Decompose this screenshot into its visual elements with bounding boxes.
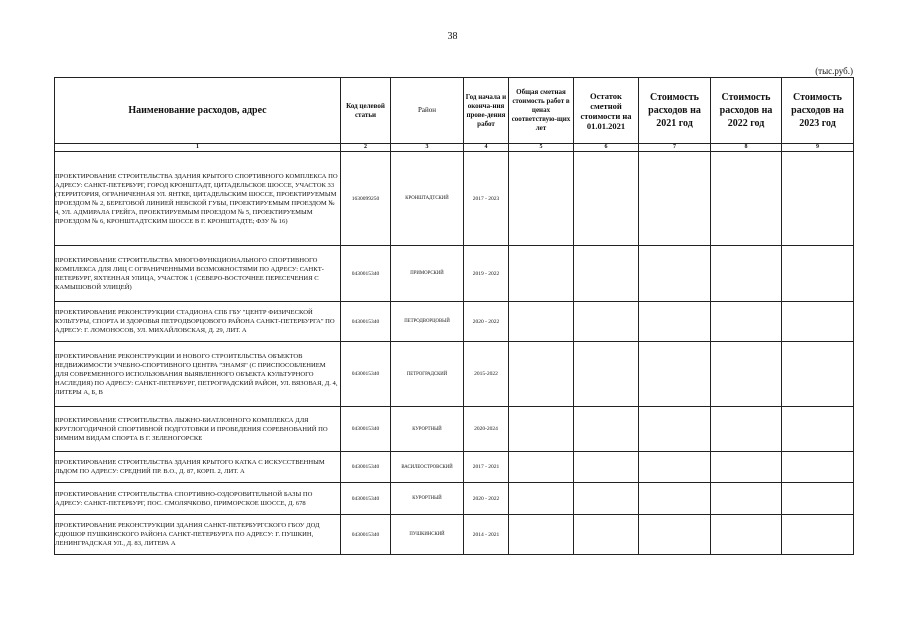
row-cost-2023	[782, 246, 854, 302]
row-total-cost	[509, 452, 574, 483]
row-cost-2021	[639, 515, 711, 555]
row-district: ПУШКИНСКИЙ	[391, 515, 464, 555]
row-cost-2021	[639, 246, 711, 302]
row-cost-2022	[711, 407, 782, 452]
header-period: Год начала и оконча-ния прове-дения работ	[464, 78, 509, 144]
row-code: 0430015340	[341, 452, 391, 483]
header-cost-2021: Стоимость расходов на 2021 год	[639, 78, 711, 144]
table-row	[55, 483, 854, 515]
row-district: КУРОРТНЫЙ	[391, 483, 464, 515]
row-cost-2021	[639, 152, 711, 246]
row-name: ПРОЕКТИРОВАНИЕ СТРОИТЕЛЬСТВА МНОГОФУНКЦИОНАЛЬНОГО СПОРТИВНОГО КОМПЛЕКСА ДЛЯ ЛИЦ С ОГРАНИЧЕННЫМИ ВОЗМОЖНОСТЯМИ ПО АДРЕСУ: САНКТ-ПЕТЕРБУРГ, ЯХТЕННАЯ УЛИЦА, УЧАСТОК 1 (СЕВЕРО-ВОСТОЧНЕЕ ПЕРЕСЕЧЕНИЯ С КАМЫШОВОЙ УЛИЦЕЙ)	[55, 246, 341, 302]
page-number: 38	[447, 31, 458, 42]
row-code: 0430015340	[341, 342, 391, 407]
table-row	[55, 452, 854, 483]
row-name: ПРОЕКТИРОВАНИЕ СТРОИТЕЛЬСТВА ЗДАНИЯ КРЫТОГО СПОРТИВНОГО КОМПЛЕКСА ПО АДРЕСУ: САНКТ-ПЕТЕРБУРГ, ГОРОД КРОНШТАДТ, ЦИТАДЕЛЬСКОЕ ШОССЕ, УЧАСТОК 33 (ТЕРРИТОРИЯ, ОГРАНИЧЕННАЯ УЛ. ЯНТКЕ, ЦИТАДЕЛЬСКИМ ШОССЕ, ПРОЕКТИРУЕМЫМ ПРОЕЗДОМ № 2, БЕРЕГОВОЙ ЛИНИЕЙ НЕВСКОЙ ГУБЫ, ПРОЕКТИРУЕМЫМ ПРОЕЗДОМ № 4, УЛ. АДМИРАЛА ГРЕЙГА, ПРОЕКТИРУЕМЫМ ПРОЕЗДОМ № 5, ПРОЕКТИРУЕМЫМ ПРОЕЗДОМ № 6, КРОНШТАДТСКИМ ШОССЕ В Г. КРОНШТАДТЕ; ФЗУ № 16)	[55, 152, 341, 246]
unit-note: (тыс.руб.)	[815, 66, 853, 76]
column-number: 7	[639, 144, 711, 152]
header-total-cost: Общая сметная стоимость работ в ценах соответствую-щих лет	[509, 78, 574, 144]
row-period: 2017 - 2023	[464, 152, 509, 246]
row-period: 2015-2022	[464, 342, 509, 407]
header-row	[55, 78, 854, 144]
row-cost-2023	[782, 452, 854, 483]
row-period: 2014 - 2021	[464, 515, 509, 555]
header-district: Район	[391, 78, 464, 144]
table-row	[55, 342, 854, 407]
row-district: ПЕТРОДВОРЦОВЫЙ	[391, 302, 464, 342]
row-total-cost	[509, 515, 574, 555]
row-remainder	[574, 483, 639, 515]
row-remainder	[574, 302, 639, 342]
column-number: 6	[574, 144, 639, 152]
row-code: 0430015340	[341, 302, 391, 342]
column-number: 9	[782, 144, 854, 152]
row-remainder	[574, 342, 639, 407]
column-number: 8	[711, 144, 782, 152]
row-remainder	[574, 452, 639, 483]
row-period: 2017 - 2021	[464, 452, 509, 483]
table-row	[55, 515, 854, 555]
row-code: 1630099250	[341, 152, 391, 246]
row-total-cost	[509, 302, 574, 342]
row-period: 2019 - 2022	[464, 246, 509, 302]
row-cost-2021	[639, 407, 711, 452]
column-number: 1	[55, 144, 341, 152]
row-cost-2021	[639, 483, 711, 515]
header-name: Наименование расходов, адрес	[55, 78, 341, 144]
row-name: ПРОЕКТИРОВАНИЕ СТРОИТЕЛЬСТВА СПОРТИВНО-ОЗДОРОВИТЕЛЬНОЙ БАЗЫ ПО АДРЕСУ: САНКТ-ПЕТЕРБУРГ, ПОС. СМОЛЯЧКОВО, ПРИМОРСКОЕ ШОССЕ, Д. 678	[55, 483, 341, 515]
table-row	[55, 407, 854, 452]
row-total-cost	[509, 407, 574, 452]
header-remainder: Остаток сметной стоимости на 01.01.2021	[574, 78, 639, 144]
row-name: ПРОЕКТИРОВАНИЕ РЕКОНСТРУКЦИИ СТАДИОНА СПБ ГБУ "ЦЕНТР ФИЗИЧЕСКОЙ КУЛЬТУРЫ, СПОРТА И ЗДОРОВЬЯ ПЕТРОДВОРЦОВОГО РАЙОНА САНКТ-ПЕТЕРБУРГА" ПО АДРЕСУ: Г. ЛОМОНОСОВ, УЛ. МИХАЙЛОВСКАЯ, Д. 29, ЛИТ. А	[55, 302, 341, 342]
row-cost-2021	[639, 452, 711, 483]
row-period: 2020 - 2022	[464, 302, 509, 342]
header-cost-2023: Стоимость расходов на 2023 год	[782, 78, 854, 144]
row-code: 0430015340	[341, 515, 391, 555]
row-code: 0430015340	[341, 407, 391, 452]
header-cost-2022: Стоимость расходов на 2022 год	[711, 78, 782, 144]
budget-table	[54, 77, 854, 555]
row-cost-2021	[639, 302, 711, 342]
column-number: 2	[341, 144, 391, 152]
row-name: ПРОЕКТИРОВАНИЕ РЕКОНСТРУКЦИИ И НОВОГО СТРОИТЕЛЬСТВА ОБЪЕКТОВ НЕДВИЖИМОСТИ УЧЕБНО-СПОРТИВНОГО ЦЕНТРА "ЗНАМЯ" (С ПРИСПОСОБЛЕНИЕМ ДЛЯ СОВРЕМЕННОГО ИСПОЛЬЗОВАНИЯ ВЫЯВЛЕННОГО ОБЪЕКТА КУЛЬТУРНОГО НАСЛЕДИЯ) ПО АДРЕСУ: САНКТ-ПЕТЕРБУРГ, ПЕТРОГРАДСКИЙ РАЙОН, УЛ. ВЯЗОВАЯ, Д. 4, ЛИТЕРЫ А, Б, В	[55, 342, 341, 407]
row-cost-2023	[782, 302, 854, 342]
column-number: 3	[391, 144, 464, 152]
row-cost-2023	[782, 152, 854, 246]
row-period: 2020-2024	[464, 407, 509, 452]
column-number: 5	[509, 144, 574, 152]
row-total-cost	[509, 342, 574, 407]
row-cost-2023	[782, 483, 854, 515]
row-district: ВАСИЛЕОСТРОВСКИЙ	[391, 452, 464, 483]
row-district: ПЕТРОГРАДСКИЙ	[391, 342, 464, 407]
row-cost-2021	[639, 342, 711, 407]
row-name: ПРОЕКТИРОВАНИЕ СТРОИТЕЛЬСТВА ЛЫЖНО-БИАТЛОННОГО КОМПЛЕКСА ДЛЯ КРУГЛОГОДИЧНОЙ СПОРТИВНОЙ ПОДГОТОВКИ И ПРОВЕДЕНИЯ СОРЕВНОВАНИЙ ПО ЗИМНИМ ВИДАМ СПОРТА В Г. ЗЕЛЕНОГОРСКЕ	[55, 407, 341, 452]
header-code: Код целевой статьи	[341, 78, 391, 144]
row-cost-2022	[711, 515, 782, 555]
row-district: ПРИМОРСКИЙ	[391, 246, 464, 302]
table-row	[55, 152, 854, 246]
row-cost-2022	[711, 342, 782, 407]
column-number-row	[55, 144, 854, 152]
row-cost-2022	[711, 302, 782, 342]
row-remainder	[574, 152, 639, 246]
row-code: 0430015340	[341, 246, 391, 302]
row-total-cost	[509, 246, 574, 302]
row-cost-2022	[711, 246, 782, 302]
table-row	[55, 302, 854, 342]
row-period: 2020 - 2022	[464, 483, 509, 515]
row-remainder	[574, 246, 639, 302]
row-remainder	[574, 515, 639, 555]
row-code: 0430015340	[341, 483, 391, 515]
row-district: КУРОРТНЫЙ	[391, 407, 464, 452]
row-cost-2022	[711, 483, 782, 515]
row-cost-2023	[782, 407, 854, 452]
row-remainder	[574, 407, 639, 452]
row-name: ПРОЕКТИРОВАНИЕ СТРОИТЕЛЬСТВА ЗДАНИЯ КРЫТОГО КАТКА С ИСКУССТВЕННЫМ ЛЬДОМ ПО АДРЕСУ: СРЕДНИЙ ПР. В.О., Д. 87, КОРП. 2, ЛИТ. А	[55, 452, 341, 483]
table-row	[55, 246, 854, 302]
row-cost-2023	[782, 515, 854, 555]
row-total-cost	[509, 483, 574, 515]
row-district: КРОНШТАДТСКИЙ	[391, 152, 464, 246]
row-cost-2022	[711, 452, 782, 483]
row-total-cost	[509, 152, 574, 246]
row-cost-2022	[711, 152, 782, 246]
row-name: ПРОЕКТИРОВАНИЕ РЕКОНСТРУКЦИИ ЗДАНИЯ САНКТ-ПЕТЕРБУРГСКОГО ГБОУ ДОД СДЮШОР ПУШКИНСКОГО РАЙОНА САНКТ-ПЕТЕРБУРГА ПО АДРЕСУ: Г. ПУШКИН, ЛЕНИНГРАДСКАЯ УЛ., Д. 83, ЛИТЕРА А	[55, 515, 341, 555]
row-cost-2023	[782, 342, 854, 407]
column-number: 4	[464, 144, 509, 152]
